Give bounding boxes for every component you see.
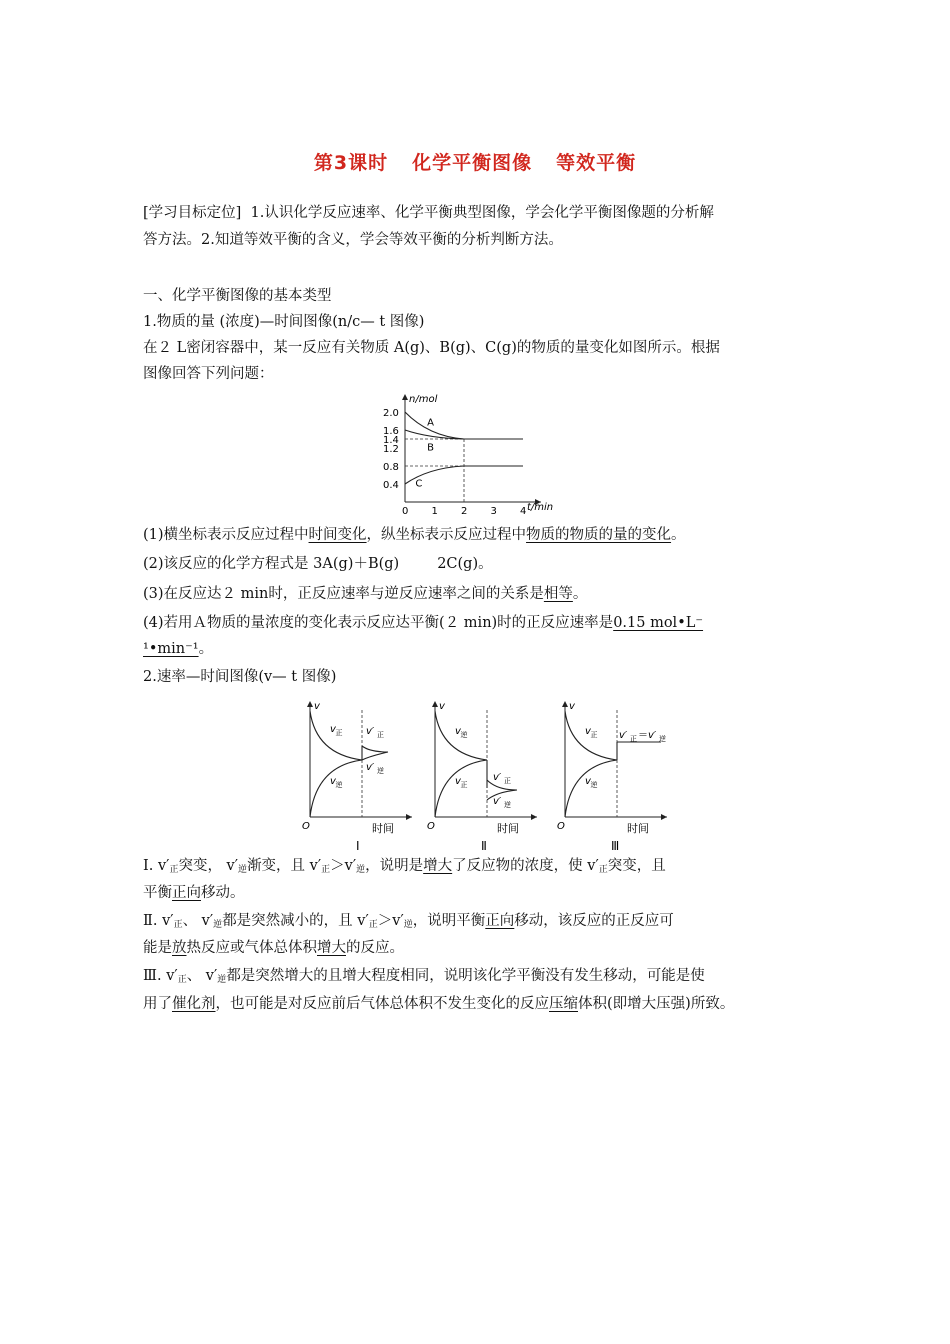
label-v-prime-forward-sub: 正 [377, 731, 384, 739]
t: 用了 [143, 996, 172, 1012]
t: ，说明平衡 [412, 913, 486, 929]
title-topic2: 等效平衡 [556, 152, 637, 174]
question-2 [143, 551, 813, 577]
q4-answer-2: ¹•min⁻¹ [143, 641, 199, 657]
origin-label: O [557, 821, 565, 832]
label-v-forward-main: v [585, 726, 591, 737]
x-axis-arrow [661, 814, 667, 820]
answer: 增大 [317, 940, 346, 956]
intro-line1: 在２ L密闭容器中，某一反应有关物质 A(g)、B(g)、C(g)的物质的量变化如图所示。根据 [143, 340, 720, 356]
series-line-B [405, 430, 523, 439]
x-axis-arrow [406, 814, 412, 820]
x-axis-label: 时间 [497, 822, 519, 835]
q3-text-c: 。 [572, 586, 588, 602]
label-v-prime-reverse-sub: 逆 [377, 767, 384, 775]
t: Ⅱ. v′ [143, 913, 174, 929]
t: 逆 [217, 975, 227, 985]
label-v-prime-equal-sub: 逆 [659, 735, 666, 743]
question-4-line1 [143, 610, 813, 636]
q1-answer-1: 时间变化 [308, 527, 367, 543]
t: 渐变，且 v′ [247, 858, 322, 874]
t: 正 [368, 920, 378, 930]
y-tick-label: 1.2 [383, 444, 399, 455]
label-v-prime-equal-eq: ＝ [638, 730, 648, 741]
t: 、 v′ [186, 968, 218, 984]
t: 平衡 [143, 885, 172, 901]
t: 了反应物的浓度，使 v′ [452, 858, 599, 874]
y-axis-label: v [314, 701, 320, 712]
t: 都是突然增大的且增大程度相同，说明该化学平衡没有发生移动，可能是使 [226, 968, 705, 984]
v-t-panel-3 [557, 701, 667, 853]
label-v-prime-equal-main: v′ [619, 730, 628, 741]
v-t-charts [290, 695, 670, 853]
q4-answer-1: 0.15 mol•L⁻ [613, 615, 704, 631]
panel-label: Ⅲ [611, 839, 620, 853]
answer: 正向 [485, 913, 515, 929]
origin-label: O [302, 821, 310, 832]
label-v-forward-main: v [330, 724, 336, 735]
panel-label: Ⅰ [356, 839, 360, 853]
q1-text-e: 。 [671, 527, 686, 543]
t: 突变，且 [607, 858, 666, 874]
y-tick-label: 0.4 [383, 480, 399, 491]
label-v-reverse-main: v [585, 776, 591, 787]
answer: 放 [172, 940, 187, 956]
t: 移动，该反应的正反应可 [514, 913, 674, 929]
section-heading: 一、化学平衡图像的基本类型 [143, 288, 332, 304]
q1-text-a: (1)横坐标表示反应过程中 [143, 527, 309, 543]
label-v-reverse-main: v [330, 776, 336, 787]
y-tick-label: 2.0 [383, 408, 399, 419]
t: ＞v′ [330, 858, 357, 874]
answer: 增大 [423, 858, 453, 874]
goals-tag: [学习目标定位] [143, 205, 242, 221]
series-label-C: C [415, 478, 423, 490]
origin-label: O [427, 821, 435, 832]
label-v-forward-main: v [455, 776, 461, 787]
t: 体积(即增大压强)所致。 [578, 996, 735, 1012]
t: Ⅰ. v′ [143, 858, 170, 874]
title-topic1: 化学平衡图像 [412, 152, 533, 174]
answer: 压缩 [549, 996, 578, 1012]
answer: 正向 [172, 885, 201, 901]
t: 正 [177, 975, 187, 985]
t: 逆 [238, 865, 248, 875]
t: 正 [173, 920, 183, 930]
q2-text-b: 2C(g)。 [437, 556, 493, 572]
q2-text-a: (2)该反应的化学方程式是 3A(g)＋B(g) [143, 556, 400, 572]
q3-text-a: (3)在反应达２ min时，正反应速率与逆反应速率之间的关系是 [143, 586, 544, 602]
x-axis-label: 时间 [627, 822, 649, 835]
answer: 催化剂 [172, 996, 216, 1012]
label-v-reverse-main: v [455, 726, 461, 737]
y-axis-arrow [432, 701, 438, 707]
label-v-forward-sub: 正 [335, 729, 343, 737]
y-axis-label: v [569, 701, 575, 712]
q1-text-c: ，纵坐标表示反应过程中 [366, 527, 527, 543]
y-axis-arrow [562, 701, 568, 707]
explanation-III-line2 [143, 991, 813, 1017]
explanation-I-line1 [143, 853, 813, 883]
explanation-II-line1 [143, 908, 813, 938]
label-v-prime-equal-main: v′ [648, 730, 657, 741]
x-tick-label: 4 [520, 506, 527, 517]
t: 正 [598, 865, 608, 875]
x-axis-arrow [531, 814, 537, 820]
v-t-panel-1 [302, 701, 412, 853]
q1-answer-2: 物质的物质的量的变化 [526, 527, 672, 543]
t: 都是突然减小的，且 v′ [222, 913, 369, 929]
new-reverse-curve [362, 752, 388, 760]
goals-line1 [143, 200, 813, 226]
t: 的反应。 [346, 940, 404, 956]
n-t-chart [370, 390, 570, 520]
explanation-I-line2 [143, 880, 813, 906]
t: ＞v′ [377, 913, 404, 929]
label-v-prime-reverse-sub: 逆 [504, 801, 511, 809]
y-axis-label: n/mol [409, 394, 438, 405]
equilibrium-arrow-space [399, 551, 437, 577]
series-label-B: B [427, 442, 434, 454]
t: 正 [321, 865, 331, 875]
title-lesson: 第3课时 [313, 152, 389, 174]
x-tick-label: 2 [461, 506, 468, 517]
t: 正 [169, 865, 179, 875]
label-v-prime-forward-sub: 正 [504, 777, 511, 785]
explanation-III-line1 [143, 963, 813, 993]
label-v-prime-forward-main: v′ [493, 772, 502, 783]
q4-text-d: 。 [198, 641, 214, 657]
new-forward-curve [487, 780, 517, 790]
y-tick-label: 1.6 [383, 426, 399, 437]
y-tick-label: 1.4 [383, 435, 399, 446]
t: 移动。 [201, 885, 245, 901]
x-axis-label: t/min [527, 502, 554, 513]
x-tick-label: 3 [490, 506, 497, 517]
t: ，说明是 [365, 858, 424, 874]
panel-label: Ⅱ [481, 839, 487, 853]
y-tick-label: 0.8 [383, 462, 399, 473]
explanation-II-line2 [143, 935, 813, 961]
sub-heading-2: 2.速率—时间图像(v— t 图像) [143, 669, 337, 685]
t: 逆 [356, 865, 366, 875]
t: ，也可能是对反应前后气体总体积不发生变化的反应 [215, 996, 549, 1012]
q4-text-a: (4)若用Ａ物质的量浓度的变化表示反应达平衡(２ min)时的正反应速率是 [143, 615, 614, 631]
y-axis-arrow [402, 394, 408, 400]
y-axis-arrow [307, 701, 313, 707]
new-reverse-curve [487, 790, 517, 800]
label-v-prime-forward-main: v′ [366, 726, 375, 737]
new-forward-curve [362, 746, 388, 752]
question-1 [143, 522, 813, 548]
label-v-reverse-sub: 逆 [460, 731, 468, 739]
series-label-A: A [427, 417, 434, 429]
t: 、 v′ [182, 913, 214, 929]
v-t-panel-2 [427, 701, 537, 853]
y-axis-label: v [439, 701, 445, 712]
intro-line2: 图像回答下列问题： [143, 366, 274, 382]
t: 逆 [213, 920, 223, 930]
x-axis-label: 时间 [372, 822, 394, 835]
label-v-forward-sub: 正 [460, 781, 468, 789]
goals-line2: 答方法。2.知道等效平衡的含义，学会等效平衡的分析判断方法。 [143, 232, 563, 248]
question-4-line2 [143, 636, 813, 662]
q3-answer: 相等 [543, 586, 573, 602]
sub-heading-1: 1.物质的量 (浓度)—时间图像(n/c— t 图像) [143, 314, 425, 330]
t: 突变， v′ [178, 858, 239, 874]
goals-text1: 1.认识化学反应速率、化学平衡典型图像，学会化学平衡图像题的分析解 [250, 205, 714, 221]
page-title [0, 148, 950, 175]
question-3 [143, 581, 813, 607]
x-tick-label: 1 [431, 506, 438, 517]
label-v-forward-sub: 正 [590, 731, 598, 739]
t: 逆 [403, 920, 413, 930]
x-tick-label: 0 [402, 506, 409, 517]
label-v-prime-reverse-main: v′ [366, 762, 375, 773]
label-v-reverse-sub: 逆 [335, 781, 343, 789]
label-v-prime-equal-sub: 正 [630, 735, 637, 743]
t: Ⅲ. v′ [143, 968, 178, 984]
t: 热反应或气体总体积 [186, 940, 317, 956]
equilibrium-arrow-icon [399, 558, 437, 570]
label-v-reverse-sub: 逆 [590, 781, 598, 789]
t: 能是 [143, 940, 172, 956]
label-v-prime-reverse-main: v′ [493, 796, 502, 807]
